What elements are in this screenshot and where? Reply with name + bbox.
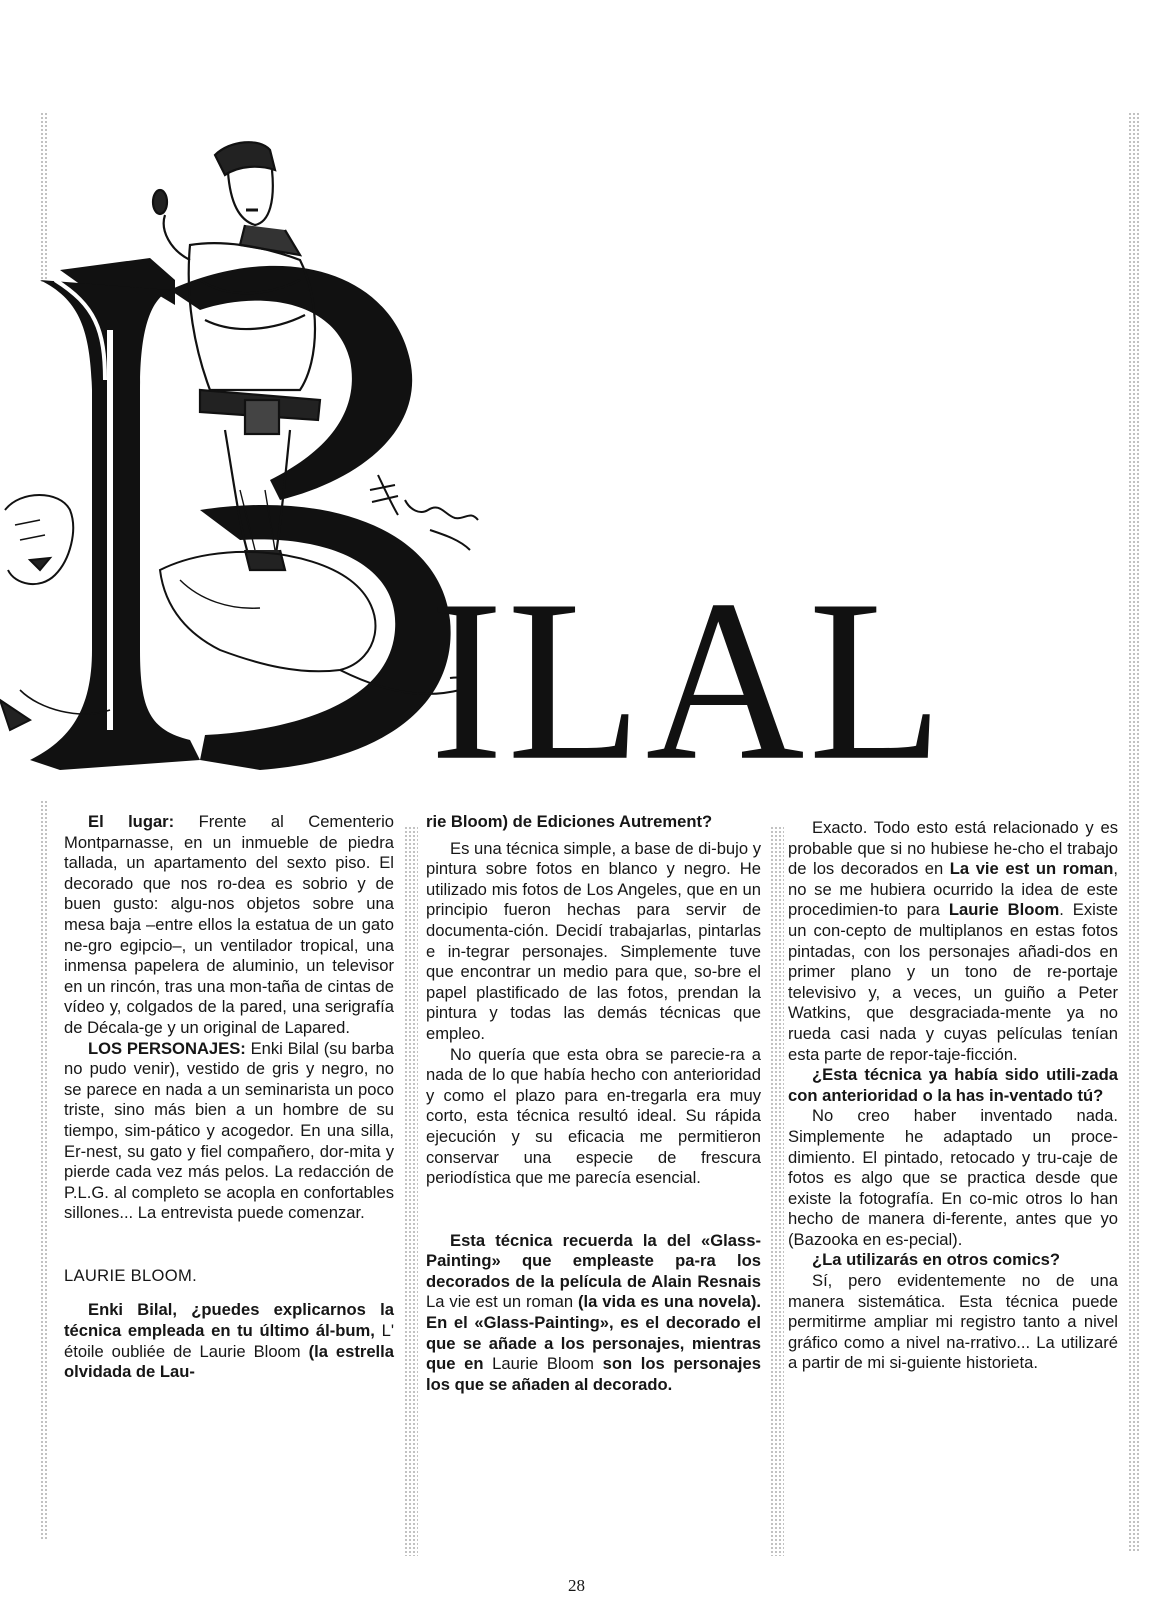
section-heading: LAURIE BLOOM. [64,1265,197,1285]
answer-5: Sí, pero evidentemente no de una manera sistemática. Esta técnica puede permitirme ampliar mi registro tanto a nivel gráfico como a nivel na-rrativo... La utilizaré a partir de mi si-guiente historieta. [788,1271,1118,1373]
halftone-strip [404,826,418,1556]
question-2-part-a: Esta técnica recuerda la del «Glass-Painting» que empleaste pa-ra los decorados de la película de Alain Resnais [426,1230,761,1291]
question-1-part-c: (la estrella olvidada de Lau- [64,1341,394,1382]
question-2 [426,1231,761,1396]
question-4-text: ¿La utilizarás en otros comics? [812,1250,1061,1270]
halftone-strip [770,826,784,1556]
answer-3-title: La vie est un roman [949,859,1114,879]
answer-3 [788,818,1118,1065]
intro-body: Frente al Cementerio Montparnasse, en un inmueble de piedra tallada, un apartamento del sexto piso. El decorado que nos ro-dea es sobrio y de buen gusto: algu-nos objetos sobre una mesa baja –entre ellos la estatua de un gato ne-gro egipcio–, un ventilador tropical, una inmensa papelera de aluminio, un televisor en un rincón, tras una mon-taña de cintas de vídeo y, colgados de la pared, una serigrafía de Décala-ge y un original de Lapared. [64,812,394,1037]
lead-personajes: LOS PERSONAJES: [88,1038,246,1058]
title-text: ILAL [430,551,947,809]
answer-3-title-2: Laurie Bloom [948,900,1060,920]
characters-paragraph [64,1039,394,1224]
answer-4: No creo haber inventado nada. Simplemente he adaptado un proce-dimiento. El pintado, retocado y tru-caje de fotos es algo que se practica desde que existe la fotografía. En co-mic otros lo han hecho de manera di-ferente, antes que yo (Bazooka en es-pecial). [788,1106,1118,1249]
text-column-2 [426,812,761,1395]
spacer [64,1224,394,1266]
text-column-1 [64,812,394,1383]
question-1-title: L' étoile oubliée de Laurie Bloom [64,1321,394,1361]
answer-1: Es una técnica simple, a base de di-bujo y pintura sobre fotos en blanco y negro. He utilizado mis fotos de Los Angeles, que en un principio fueron hechas para servir de documenta-ción. Decidí trabajarlas, pintarlas e in-tegrar personajes. Simplemente tuve que encontrar un medio para que, so-bre el papel plastificado de las fotos, prendan la pintura y todas las demás técnicas que empleo. [426,838,761,1043]
question-1 [64,1300,394,1382]
question-3-text: ¿Esta técnica ya había sido utili-zada con anterioridad o la has in-ventado tú? [788,1065,1118,1105]
spacer [64,1286,394,1300]
intro-paragraph [64,812,394,1039]
question-2-part-e: son los personajes los que se añaden al decorado. [426,1354,761,1394]
question-2-part-c: (la vida es una novela). En el «Glass-Painting», es el decorado el que se añade a los personajes, mientras que en [426,1292,761,1374]
question-4 [788,1250,1118,1271]
text-column-3 [788,818,1118,1374]
page-number: 28 [568,1576,585,1595]
answer-3-part-c: , no se me hubiera ocurrido la idea de este procedimien-to para [788,859,1118,920]
initial-letter-b [30,258,451,770]
question-2-title-2: Laurie Bloom [483,1354,603,1374]
question-1-end-text: rie Bloom) de Ediciones Autrement? [426,812,713,831]
figure-illustration [153,142,320,570]
answer-3-part-e: . Existe un con-cepto de multiplanos en estas fotos pintadas, con los personajes añadi-dos en primer plano y un tono de re-portaje televisivo y, a veces, un guiño a Peter Watkins, que desgraciada-mente ya no rueda casi nada y cuyas películas tenían esta parte de repor-taje-ficción. [788,900,1118,1064]
question-1-end [426,812,761,833]
characters-body: Enki Bilal (su barba no pudo venir), vestido de gris y negro, no se parece en nada a un seminarista un poco triste, sino más bien a un hombre de su tiempo, sim-pático y acogedor. En una silla, Er-nest, su gato y fiel compañero, dor-mita y pierde cada vez más pelos. La redacción de P.L.G. al completo se acopla en confortables sillones... La entrevista puede comenzar. [64,1038,394,1223]
spacer [426,1189,761,1231]
lead-el-lugar: El lugar: [88,812,175,831]
answer-3-part-a: Exacto. Todo esto está relacionado y es probable que si no hubiese he-cho el trabajo de los decorados en [788,818,1118,879]
question-3 [788,1065,1118,1106]
question-2-title: La vie est un roman [426,1292,578,1312]
answer-2: No quería que esta obra se parecie-ra a nada de lo que había hecho con anterioridad y como el plazo para en-tregarla era muy corto, esta técnica resultó ideal. Su rápida ejecución y su eficacia me permitieron conservar una especie de frescura periodística que me parecía esencial. [426,1044,761,1188]
halftone-strip [40,800,48,1540]
question-1-part-a: Enki Bilal, ¿puedes explicarnos la técnica empleada en tu último ál-bum, [64,1300,394,1341]
